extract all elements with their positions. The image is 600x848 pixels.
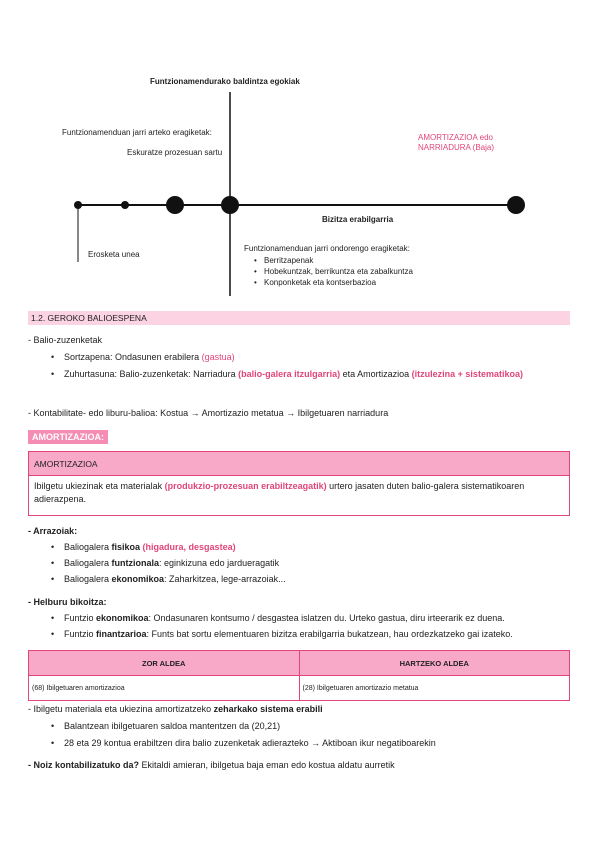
arrazoiak-title: - Arrazoiak: — [28, 526, 78, 536]
balio-zuzenketak-line: - Balio-zuzenketak — [28, 335, 103, 345]
arrazoiak-item: • Baliogalera funtzionala: eginkizuna edo jardueragatik — [64, 557, 279, 569]
table-header-hartzeko: HARTZEKO ALDEA — [299, 651, 570, 676]
timeline-right-label-2: NARRIADURA (Baja) — [418, 143, 495, 152]
timeline-after-item: • Konponketak eta kontserbazioa — [264, 277, 376, 288]
accounts-table — [28, 650, 570, 701]
helburu-title: - Helburu bikoitza: — [28, 597, 107, 607]
helburu-item: • Funtzio ekonomikoa: Ondasunaren kontsumo / desgastea islatzen du. Urteko gastua, diru irteerarik ez duena. — [64, 612, 505, 624]
arrazoiak-item: • Baliogalera fisikoa (higadura, desgastea) — [64, 541, 236, 553]
timeline-after-item: • Berritzapenak — [264, 255, 313, 266]
timeline-dot-acquisition — [166, 196, 184, 214]
timeline-after-item: • Hobekuntzak, berrikuntza eta zabalkuntza — [264, 266, 413, 277]
table-header-zor: ZOR ALDEA — [29, 651, 300, 676]
timeline-dot-purchase — [74, 201, 82, 209]
timeline-life-label: Bizitza erabilgarria — [322, 215, 394, 224]
timeline-top-label: Funtzionamendurako baldintza egokiak — [150, 77, 300, 86]
noiz-line: - Noiz kontabilizatuko da? Ekitaldi amieran, ibilgetua baja eman edo kostua aldatu aurretik — [28, 760, 395, 770]
table-cell: (28) Ibilgetuaren amortizazio metatua — [299, 676, 570, 701]
system-line: - Ibilgetu materiala eta ukiezina amortizatzeko zeharkako sistema erabili — [28, 704, 323, 714]
timeline-purchase-label: Erosketa unea — [88, 250, 140, 259]
timeline-left-label-1: Funtzionamenduan jarri arteko eragiketak: — [62, 128, 212, 137]
timeline-dot-end — [507, 196, 525, 214]
definition-box — [28, 451, 570, 516]
zuhurtasuna-item: • Zuhurtasuna: Balio-zuzenketak: Narriadura (balio-galera itzulgarria) eta Amortizazioa (itzulezina + sistematikoa) — [64, 368, 570, 380]
arrazoiak-item: • Baliogalera ekonomikoa: Zaharkitzea, lege-arrazoiak... — [64, 573, 286, 585]
section-title: 1.2. GEROKO BALIOESPENA — [28, 311, 570, 325]
system-item: • Balantzean ibilgetuaren saldoa mantentzen da (20,21) — [64, 720, 280, 732]
timeline-dot-small — [121, 201, 129, 209]
kontabilitate-line: - Kontabilitate- edo liburu-balioa: Kostua → Amortizazio metatua → Ibilgetuaren narriadura — [28, 408, 389, 418]
helburu-item: • Funtzio finantzarioa: Funts bat sortu elementuaren bizitza erabilgarria bukatzean, hau ordezkatzeko gai izateko. — [64, 628, 513, 640]
table-row — [29, 676, 570, 701]
system-item: • 28 eta 29 kontua erabiltzen dira balio zuzenketak adierazteko → Aktiboan ikur negatiboarekin — [64, 737, 436, 749]
definition-body: Ibilgetu ukiezinak eta materialak (produkzio-prozesuan erabiltzeagatik) urtero jasaten duten balio-galera sistematikoaren adierazpena. — [34, 481, 525, 504]
amortizazioa-tag: AMORTIZAZIOA: — [28, 430, 108, 444]
sortzapena-item: • Sortzapena: Ondasunen erabilera (gastua) — [64, 351, 570, 363]
definition-head: AMORTIZAZIOA — [29, 452, 569, 476]
timeline-left-label-2: Eskuratze prozesuan sartu — [127, 148, 223, 157]
timeline-dot-operation — [221, 196, 239, 214]
timeline-after-label: Funtzionamenduan jarri ondorengo eragiketak: — [244, 244, 410, 253]
table-cell: (68) Ibilgetuaren amortizazioa — [29, 676, 300, 701]
timeline-right-label-1: AMORTIZAZIOA edo — [418, 133, 493, 142]
